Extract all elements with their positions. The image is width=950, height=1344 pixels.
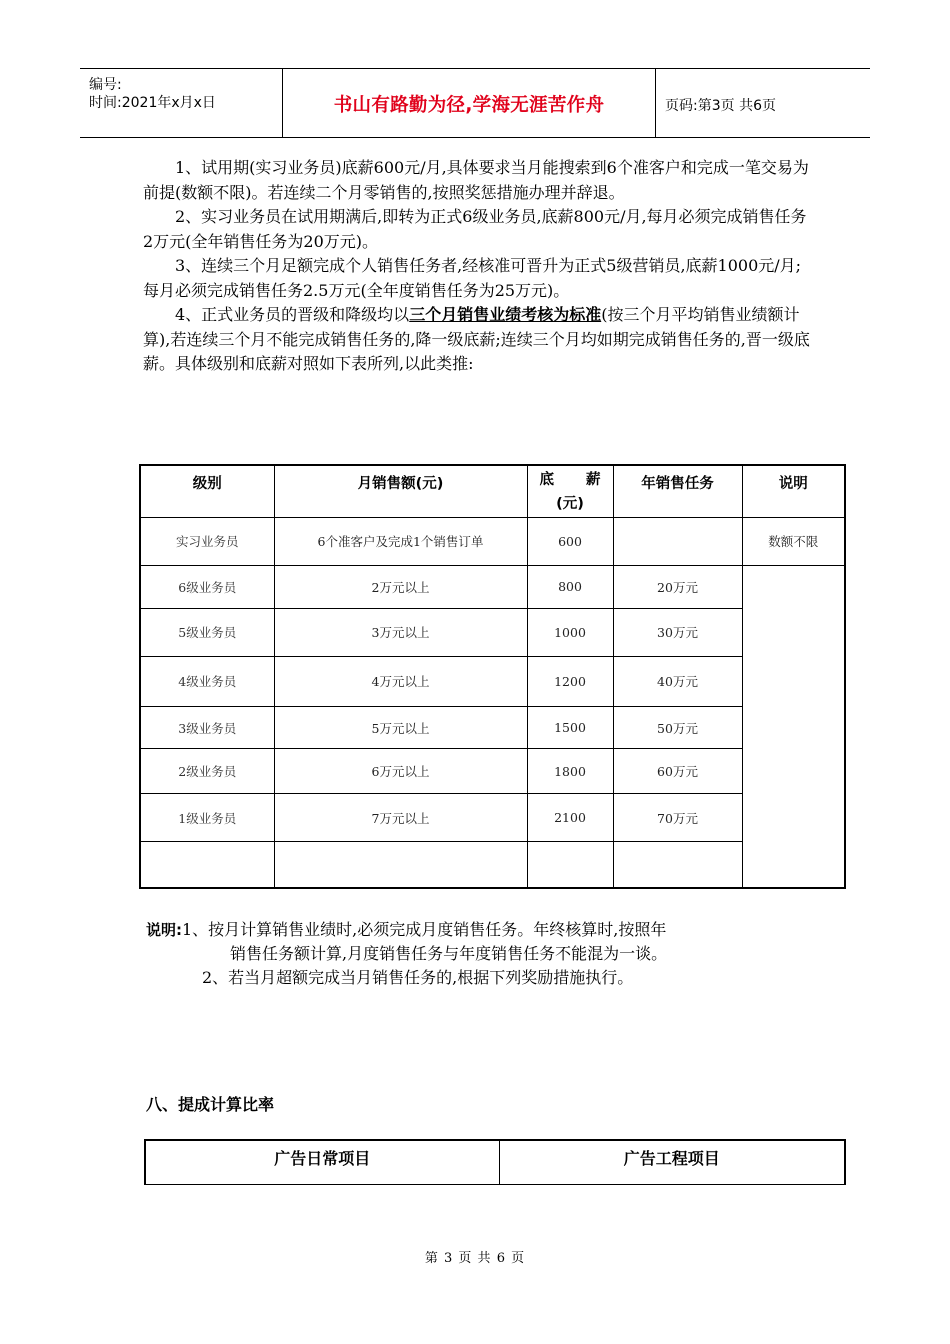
cell-level: 实习业务员 <box>140 517 274 565</box>
document-time-label: 时间:2021年x月x日 <box>89 95 216 111</box>
table-header-row <box>140 465 845 517</box>
header-base-salary-line1: 底 薪 <box>539 472 601 488</box>
cell-sales: 6个准客户及完成1个销售订单 <box>274 517 527 565</box>
cell-empty <box>527 842 613 888</box>
cell-level: 6级业务员 <box>140 565 274 608</box>
header-motto: 书山有路勤为径,学海无涯苦作舟 <box>333 95 605 116</box>
cell-salary: 1000 <box>527 608 613 656</box>
notes-block <box>146 918 826 990</box>
cell-salary: 1500 <box>527 707 613 749</box>
cell-empty <box>274 842 527 888</box>
header-note: 说明 <box>742 465 845 517</box>
commission-table <box>144 1139 846 1185</box>
cell-empty <box>613 842 742 888</box>
cell-annual: 30万元 <box>613 608 742 656</box>
cell-level: 3级业务员 <box>140 707 274 749</box>
cell-annual: 20万元 <box>613 565 742 608</box>
cell-level: 4级业务员 <box>140 656 274 706</box>
cell-sales: 5万元以上 <box>274 707 527 749</box>
cell-sales: 3万元以上 <box>274 608 527 656</box>
note-1-line-1 <box>146 918 826 942</box>
header-monthly-sales: 月销售额(元) <box>274 465 527 517</box>
cell-annual: 70万元 <box>613 794 742 842</box>
cell-empty <box>140 842 274 888</box>
table-row <box>140 794 845 842</box>
table-row <box>140 565 845 608</box>
cell-annual <box>613 517 742 565</box>
header-annual-task: 年销售任务 <box>613 465 742 517</box>
header-page-cell <box>656 69 870 137</box>
table-row <box>140 707 845 749</box>
section-title: 八、提成计算比率 <box>146 1095 275 1114</box>
table-row <box>140 517 845 565</box>
commission-header-row <box>145 1140 845 1185</box>
cell-sales: 2万元以上 <box>274 565 527 608</box>
table-row <box>140 749 845 794</box>
note-1-line-2: 销售任务额计算,月度销售任务与年度销售任务不能混为一谈。 <box>230 944 668 963</box>
header-meta-cell <box>80 69 283 137</box>
cell-level: 1级业务员 <box>140 794 274 842</box>
table-row <box>140 608 845 656</box>
cell-sales: 7万元以上 <box>274 794 527 842</box>
cell-salary: 600 <box>527 517 613 565</box>
paragraph-2: 2、实习业务员在试用期满后,即转为正式6级业务员,底薪800元/月,每月必须完成销售任务2万元(全年销售任务为20万元)。 <box>143 207 807 251</box>
cell-annual: 60万元 <box>613 749 742 794</box>
header-motto-cell <box>283 69 656 137</box>
paragraph-1: 1、试用期(实习业务员)底薪600元/月,具体要求当月能搜索到6个准客户和完成一笔交易为前提(数额不限)。若连续二个月零销售的,按照奖惩措施办理并辞退。 <box>143 158 809 202</box>
commission-col-project: 广告工程项目 <box>499 1140 845 1185</box>
document-number-label: 编号: <box>89 77 122 93</box>
cell-note-merged <box>742 565 845 888</box>
cell-sales: 4万元以上 <box>274 656 527 706</box>
commission-col-daily: 广告日常项目 <box>145 1140 499 1185</box>
cell-salary: 1200 <box>527 656 613 706</box>
cell-salary: 2100 <box>527 794 613 842</box>
page-footer: 第 3 页 共 6 页 <box>424 1251 526 1266</box>
header-base-salary-line2: (元) <box>556 496 584 512</box>
paragraph-4 <box>143 303 813 377</box>
paragraph-4-start: 4、正式业务员的晋级和降级均以 <box>175 305 410 324</box>
table-row <box>140 656 845 706</box>
header-level: 级别 <box>140 465 274 517</box>
table-row-empty <box>140 842 845 888</box>
paragraph-4-emphasis: 三个月销售业绩考核为标准 <box>409 305 602 324</box>
cell-sales: 6万元以上 <box>274 749 527 794</box>
notes-label: 说明: <box>146 921 182 939</box>
cell-level: 5级业务员 <box>140 608 274 656</box>
note-2: 2、若当月超额完成当月销售任务的,根据下列奖励措施执行。 <box>202 968 634 987</box>
cell-note: 数额不限 <box>742 517 845 565</box>
cell-annual: 40万元 <box>613 656 742 706</box>
cell-annual: 50万元 <box>613 707 742 749</box>
note-1-text: 1、按月计算销售业绩时,必须完成月度销售任务。年终核算时,按照年 <box>182 920 667 939</box>
header-base-salary <box>527 465 613 517</box>
cell-salary: 800 <box>527 565 613 608</box>
page-header <box>80 68 870 138</box>
cell-salary: 1800 <box>527 749 613 794</box>
paragraph-3: 3、连续三个月足额完成个人销售任务者,经核准可晋升为正式5级营销员,底薪1000元/月;每月必须完成销售任务2.5万元(全年度销售任务为25万元)。 <box>143 256 802 300</box>
cell-level: 2级业务员 <box>140 749 274 794</box>
paragraph-4-end: (按三个月平均销售业绩额计算),若连续三个月不能完成销售任务的,降一级底薪;连续三个月均如期完成销售任务的,晋一级底薪。具体级别和底薪对照如下表所列,以此类推: <box>143 305 810 373</box>
body-text <box>143 156 813 377</box>
header-page-info: 页码:第3页 共6页 <box>665 98 776 114</box>
salary-level-table <box>139 464 846 889</box>
